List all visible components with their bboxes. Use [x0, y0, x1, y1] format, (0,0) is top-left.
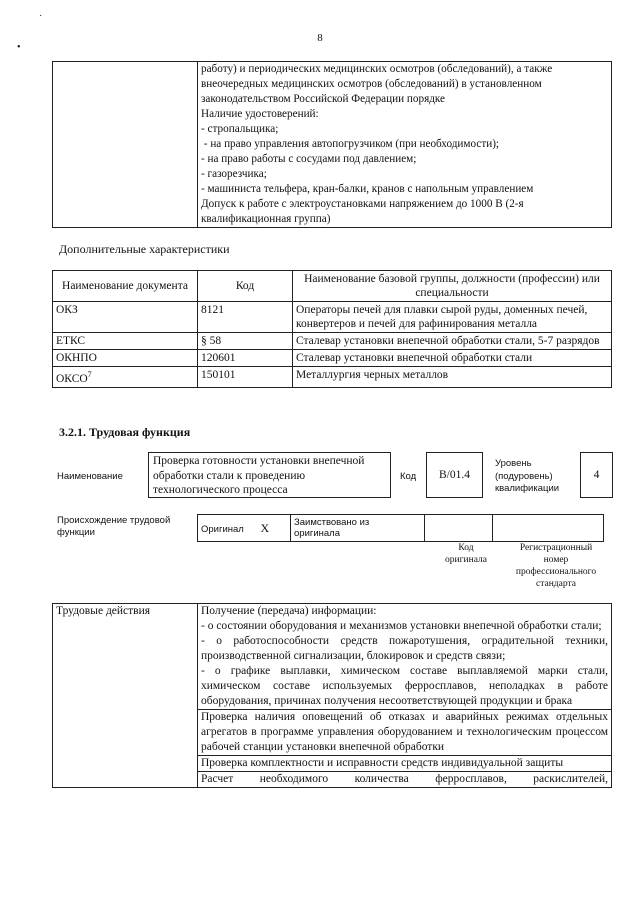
requirements-table	[52, 61, 612, 228]
table-row	[53, 350, 612, 367]
borrowed-cell	[291, 515, 425, 542]
action-cell	[198, 604, 612, 710]
row-doc: ЕТКС	[53, 333, 198, 350]
additional-title: Дополнительные характеристики	[59, 242, 230, 256]
borrowed-label: Заимствовано из	[294, 517, 370, 528]
origin-label-line: функции	[57, 526, 95, 538]
additional-table	[52, 270, 612, 388]
row-name: Сталевар установки внепечной обработки стали, 5-7 разрядов	[293, 333, 612, 350]
code-original-line: оригинала	[445, 555, 487, 565]
scan-mark: •	[17, 42, 21, 53]
header-group-name: Наименование базовой группы, должности (профессии) или специальности	[293, 271, 612, 302]
action-item: - о работоспособности средств пожаротушения, оградительной техники, производственной сигнализации, блокировок и средств связи;	[201, 635, 608, 662]
code-original-line: Код	[458, 543, 474, 553]
code-original-cell	[425, 515, 493, 542]
reg-label-line: номер	[543, 555, 569, 565]
reg-label-line: Регистрационный	[519, 543, 593, 553]
action-item: Получение (передача) информации:	[201, 605, 377, 617]
row-code: § 58	[198, 333, 293, 350]
table-header-row	[53, 271, 612, 302]
requirements-line: работу) и периодических медицинских осмотров (обследований), а также	[201, 63, 553, 75]
qualification-level: 4	[580, 452, 613, 498]
original-mark: X	[260, 520, 270, 535]
header-code: Код	[198, 271, 293, 302]
requirements-label-cell	[53, 62, 198, 228]
original-cell	[198, 515, 291, 542]
row-name: Сталевар установки внепечной обработки стали	[293, 350, 612, 367]
labor-actions-label: Трудовые действия	[53, 604, 198, 788]
row-code: 150101	[198, 367, 293, 388]
action-item: - о графике выплавки, химическом составе выплавляемой марки стали, химическом составе используемых ферросплавов, неполадках в работе оборудования, причинах получения несоответствующей продукции и брака	[201, 665, 608, 707]
section-title: 3.2.1. Трудовая функция	[59, 425, 191, 439]
requirements-line: - стропальщика;	[201, 123, 279, 135]
requirements-line: квалификационная группа)	[201, 213, 331, 225]
table-row	[53, 367, 612, 388]
row-name: Металлургия черных металлов	[293, 367, 612, 388]
requirements-line: - на право работы с сосудами под давлением;	[201, 153, 417, 165]
function-code-label: Код	[400, 471, 417, 482]
row-doc-cell	[53, 367, 198, 388]
action-item: Расчет необходимого количества ферросплавов, раскислителей,	[198, 772, 612, 788]
row-code: 120601	[198, 350, 293, 367]
level-label-line: квалификации	[495, 483, 560, 494]
origin-label-line: Происхождение трудовой	[57, 515, 171, 526]
function-name: Проверка готовности установки внепечной обработки стали к проведению технологического процесса	[148, 452, 391, 498]
footnote-ref: 7	[87, 370, 92, 379]
function-code: B/01.4	[426, 452, 483, 498]
row-code: 8121	[198, 302, 293, 333]
registration-number-cell	[493, 515, 604, 542]
code-original-label	[436, 542, 496, 566]
origin-table	[197, 514, 604, 542]
requirements-line: законодательством Российской Федерации порядке	[201, 93, 446, 105]
row-doc: ОКНПО	[53, 350, 198, 367]
header-document: Наименование документа	[53, 271, 198, 302]
table-row	[53, 302, 612, 333]
page-number: 8	[317, 32, 323, 44]
requirements-cell	[198, 62, 612, 228]
action-item: Проверка наличия оповещений об отказах и аварийных режимах отдельных агрегатов в программе управления оборудованием и технологическим процессом рабочей станции установки внепечной обработки	[198, 710, 612, 756]
registration-number-label	[505, 542, 607, 590]
row-name: Операторы печей для плавки сырой руды, доменных печей, конвертеров и печей для рафинирования металла	[293, 302, 612, 333]
borrowed-label: оригинала	[294, 528, 341, 539]
scan-mark: ˙	[39, 14, 43, 25]
action-item: Проверка комплектности и исправности средств индивидуальной защиты	[198, 756, 612, 772]
function-name-label: Наименование	[57, 471, 123, 482]
reg-label-line: стандарта	[536, 579, 576, 589]
requirements-line: внеочередных медицинских осмотров (обследований) в установленном	[201, 78, 542, 90]
level-label-line: (подуровень)	[495, 470, 553, 482]
level-label-line: Уровень	[495, 458, 532, 469]
original-label: Оригинал	[201, 523, 244, 535]
action-item: - о состоянии оборудования и механизмов установки внепечной обработки стали;	[201, 620, 602, 632]
requirements-line: - газорезчика;	[201, 168, 267, 180]
requirements-line: - машиниста тельфера, кран-балки, кранов с напольным управлением	[201, 183, 534, 195]
table-row	[53, 333, 612, 350]
labor-actions-table	[52, 603, 612, 788]
reg-label-line: профессионального	[515, 567, 597, 577]
row-doc: ОКСО	[56, 372, 88, 385]
requirements-line: - на право управления автопогрузчиком (при необходимости);	[201, 138, 500, 150]
row-doc: ОКЗ	[53, 302, 198, 333]
origin-label	[57, 515, 170, 538]
qualification-level-label	[495, 458, 559, 496]
requirements-line: Наличие удостоверений:	[201, 108, 319, 120]
requirements-line: Допуск к работе с электроустановками напряжением до 1000 В (2-я	[201, 198, 524, 210]
